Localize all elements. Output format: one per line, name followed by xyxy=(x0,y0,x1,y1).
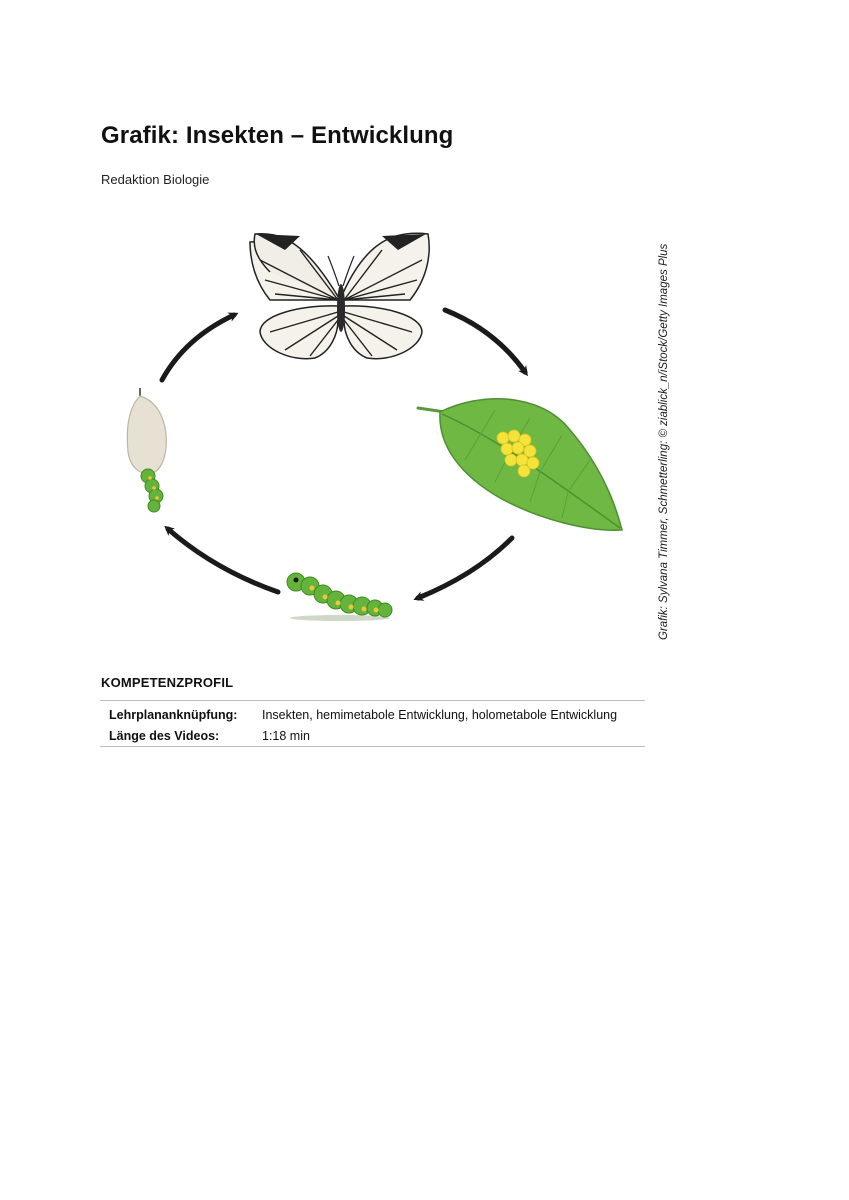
profile-value: 1:18 min xyxy=(262,728,310,743)
profile-row-curriculum xyxy=(100,704,645,725)
butterfly-icon xyxy=(250,233,429,358)
insect-lifecycle-figure xyxy=(100,220,660,640)
arrow-butterfly-to-leaf xyxy=(445,310,525,372)
page-title: Grafik: Insekten – Entwicklung xyxy=(101,122,454,149)
competence-profile-heading: KOMPETENZPROFIL xyxy=(101,675,234,690)
caterpillar-icon xyxy=(287,573,392,621)
competence-profile-table xyxy=(100,700,645,747)
arrow-pupa-to-butterfly xyxy=(162,315,234,380)
profile-label: Länge des Videos: xyxy=(109,728,220,743)
pupa-icon xyxy=(127,388,166,512)
profile-label: Lehrplananknüpfung: xyxy=(109,707,238,722)
arrow-caterpillar-to-pupa xyxy=(168,529,278,592)
leaf-with-eggs-icon xyxy=(418,399,622,530)
arrow-leaf-to-caterpillar xyxy=(418,538,512,598)
profile-value: Insekten, hemimetabole Entwicklung, holometabole Entwicklung xyxy=(262,707,618,722)
author-line: Redaktion Biologie xyxy=(101,172,210,187)
image-credit-text: Grafik: Sylvana Timmer, Schmetterling: © ziablick_n/iStock/Getty Images Plus xyxy=(658,243,670,640)
profile-row-video-length xyxy=(100,725,645,746)
